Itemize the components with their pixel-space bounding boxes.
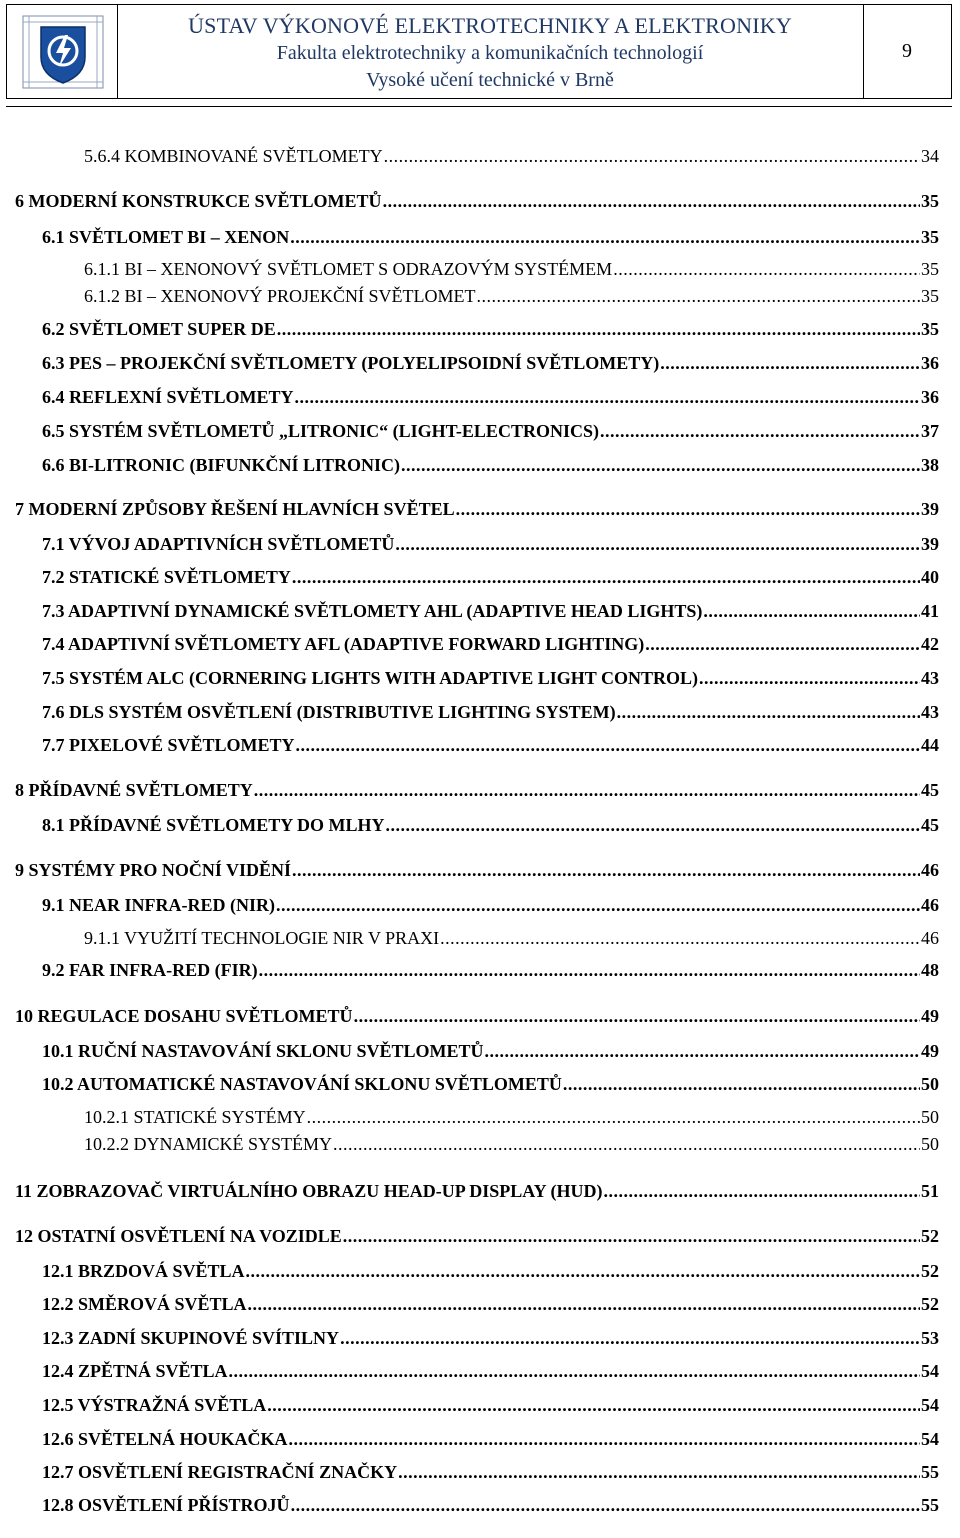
dot-leader — [477, 286, 921, 307]
toc-entry[interactable] — [84, 928, 939, 949]
toc-entry-title: 12.7 OSVĚTLENÍ REGISTRAČNÍ ZNAČKY — [42, 1462, 398, 1482]
toc-entry-title: 9 SYSTÉMY PRO NOČNÍ VIDĚNÍ — [15, 860, 292, 880]
toc-entry-page: 49 — [921, 1041, 939, 1061]
toc-entry-title: 6.6 BI-LITRONIC (BIFUNKČNÍ LITRONIC) — [42, 455, 401, 475]
dot-leader — [277, 319, 920, 340]
toc-entry[interactable] — [15, 1181, 939, 1202]
toc-entry-title: 6 MODERNÍ KONSTRUKCE SVĚTLOMETŮ — [15, 191, 382, 211]
toc-entry[interactable] — [42, 702, 939, 723]
toc-entry-title: 12.4 ZPĚTNÁ SVĚTLA — [42, 1361, 228, 1381]
toc-entry[interactable] — [42, 1041, 939, 1062]
dot-leader — [398, 1462, 920, 1483]
institute-name: ÚSTAV VÝKONOVÉ ELEKTROTECHNIKY A ELEKTRONIKY — [188, 13, 792, 38]
dot-leader — [229, 1361, 920, 1382]
toc-entry-title: 6.5 SYSTÉM SVĚTLOMETŮ „LITRONIC“ (LIGHT-ELECTRONICS) — [42, 421, 599, 441]
dot-leader — [440, 928, 920, 949]
dot-leader — [295, 387, 920, 408]
dot-leader — [395, 534, 920, 555]
toc-entry-page: 35 — [921, 319, 939, 339]
toc-entry-title: 12.3 ZADNÍ SKUPINOVÉ SVÍTILNY — [42, 1328, 340, 1348]
toc-entry[interactable] — [42, 960, 939, 981]
toc-entry-title: 12.1 BRZDOVÁ SVĚTLA — [42, 1261, 245, 1281]
toc-entry[interactable] — [42, 1328, 939, 1349]
toc-entry-page: 35 — [921, 227, 939, 247]
toc-entry[interactable] — [84, 259, 939, 280]
toc-entry-page: 45 — [921, 780, 939, 800]
toc-entry[interactable] — [84, 286, 939, 307]
toc-entry-title: 7.3 ADAPTIVNÍ DYNAMICKÉ SVĚTLOMETY AHL (ADAPTIVE HEAD LIGHTS) — [42, 601, 703, 621]
toc-entry[interactable] — [15, 499, 939, 520]
toc-entry-page: 39 — [921, 534, 939, 554]
toc-entry-page: 45 — [921, 815, 939, 835]
toc-entry-title: 6.1.2 BI – XENONOVÝ PROJEKČNÍ SVĚTLOMET — [84, 286, 476, 306]
dot-leader — [291, 1495, 920, 1516]
toc-entry[interactable] — [42, 534, 939, 555]
toc-entry-title: 7.5 SYSTÉM ALC (CORNERING LIGHTS WITH ADAPTIVE LIGHT CONTROL) — [42, 668, 698, 688]
dot-leader — [267, 1395, 920, 1416]
toc-entry-page: 52 — [921, 1261, 939, 1281]
toc-entry[interactable] — [42, 895, 939, 916]
dot-leader — [296, 735, 920, 756]
toc-entry-page: 46 — [921, 928, 939, 948]
toc-entry[interactable] — [42, 634, 939, 655]
toc-entry[interactable] — [42, 735, 939, 756]
toc-entry[interactable] — [42, 387, 939, 408]
toc-entry[interactable] — [42, 1261, 939, 1282]
toc-entry[interactable] — [84, 1134, 939, 1155]
toc-entry-title: 7.7 PIXELOVÉ SVĚTLOMETY — [42, 735, 295, 755]
toc-entry[interactable] — [42, 353, 939, 374]
toc-entry-title: 10.2 AUTOMATICKÉ NASTAVOVÁNÍ SKLONU SVĚTLOMETŮ — [42, 1074, 562, 1094]
dot-leader — [613, 259, 920, 280]
dot-leader — [254, 780, 920, 801]
toc-entry-title: 7.4 ADAPTIVNÍ SVĚTLOMETY AFL (ADAPTIVE FORWARD LIGHTING) — [42, 634, 645, 654]
dot-leader — [384, 146, 920, 167]
toc-entry-page: 46 — [921, 860, 939, 880]
dot-leader — [307, 1107, 920, 1128]
toc-entry-page: 36 — [921, 387, 939, 407]
toc-entry-page: 35 — [921, 259, 939, 279]
dot-leader — [660, 353, 920, 374]
toc-entry[interactable] — [84, 1107, 939, 1128]
toc-entry-title: 12.5 VÝSTRAŽNÁ SVĚTLA — [42, 1395, 267, 1415]
toc-entry[interactable] — [15, 780, 939, 801]
toc-entry-title: 8.1 PŘÍDAVNÉ SVĚTLOMETY DO MLHY — [42, 815, 385, 835]
toc-entry[interactable] — [42, 1495, 939, 1516]
toc-entry-page: 34 — [921, 146, 939, 166]
toc-entry-page: 55 — [921, 1495, 939, 1515]
toc-entry-page: 42 — [921, 634, 939, 654]
toc-entry-title: 7.1 VÝVOJ ADAPTIVNÍCH SVĚTLOMETŮ — [42, 534, 395, 554]
toc-entry-title: 12.2 SMĚROVÁ SVĚTLA — [42, 1294, 247, 1314]
toc-entry[interactable] — [15, 1226, 939, 1247]
toc-entry[interactable] — [42, 1395, 939, 1416]
toc-entry[interactable] — [84, 146, 939, 167]
dot-leader — [563, 1074, 920, 1095]
toc-entry-title: 6.4 REFLEXNÍ SVĚTLOMETY — [42, 387, 294, 407]
university-name: Vysoké učení technické v Brně — [366, 69, 614, 91]
dot-leader — [617, 702, 920, 723]
toc-entry[interactable] — [15, 1006, 939, 1027]
toc-entry-page: 50 — [921, 1134, 939, 1154]
toc-entry[interactable] — [42, 1074, 939, 1095]
toc-entry[interactable] — [42, 1429, 939, 1450]
dot-leader — [456, 499, 920, 520]
dot-leader — [248, 1294, 920, 1315]
dot-leader — [386, 815, 920, 836]
toc-entry[interactable] — [42, 1361, 939, 1382]
toc-entry-title: 11 ZOBRAZOVAČ VIRTUÁLNÍHO OBRAZU HEAD-UP DISPLAY (HUD) — [15, 1181, 603, 1201]
toc-entry-page: 36 — [921, 353, 939, 373]
toc-entry-title: 6.3 PES – PROJEKČNÍ SVĚTLOMETY (POLYELIPSOIDNÍ SVĚTLOMETY) — [42, 353, 660, 373]
toc-entry-title: 10.1 RUČNÍ NASTAVOVÁNÍ SKLONU SVĚTLOMETŮ — [42, 1041, 484, 1061]
toc-entry-page: 53 — [921, 1328, 939, 1348]
toc-entry-page: 46 — [921, 895, 939, 915]
toc-entry-page: 55 — [921, 1462, 939, 1482]
dot-leader — [289, 1429, 920, 1450]
toc-entry-title: 6.1.1 BI – XENONOVÝ SVĚTLOMET S ODRAZOVÝM SYSTÉMEM — [84, 259, 613, 279]
dot-leader — [246, 1261, 920, 1282]
toc-entry[interactable] — [15, 191, 939, 212]
toc-entry-page: 49 — [921, 1006, 939, 1026]
toc-entry-title: 10.2.2 DYNAMICKÉ SYSTÉMY — [84, 1134, 333, 1154]
toc-entry-page: 52 — [921, 1294, 939, 1314]
toc-entry-page: 54 — [921, 1361, 939, 1381]
toc-entry[interactable] — [42, 319, 939, 340]
toc-entry[interactable] — [42, 668, 939, 689]
dot-leader — [343, 1226, 920, 1247]
toc-entry-title: 9.2 FAR INFRA-RED (FIR) — [42, 960, 258, 980]
toc-entry-page: 35 — [921, 286, 939, 306]
toc-entry-title: 9.1.1 VYUŽITÍ TECHNOLOGIE NIR V PRAXI — [84, 928, 440, 948]
toc-entry-page: 43 — [921, 702, 939, 722]
dot-leader — [276, 895, 920, 916]
dot-leader — [383, 191, 920, 212]
toc-entry-title: 5.6.4 KOMBINOVANÉ SVĚTLOMETY — [84, 146, 383, 166]
toc-entry-page: 51 — [921, 1181, 939, 1201]
toc-entry-title: 7 MODERNÍ ZPŮSOBY ŘEŠENÍ HLAVNÍCH SVĚTEL — [15, 499, 455, 519]
toc-entry[interactable] — [42, 1294, 939, 1315]
dot-leader — [292, 567, 920, 588]
toc-entry-title: 7.2 STATICKÉ SVĚTLOMETY — [42, 567, 291, 587]
toc-entry-page: 38 — [921, 455, 939, 475]
toc-entry[interactable] — [42, 601, 939, 622]
toc-entry-title: 9.1 NEAR INFRA-RED (NIR) — [42, 895, 275, 915]
toc-entry-page: 39 — [921, 499, 939, 519]
dot-leader — [401, 455, 920, 476]
toc-entry-page: 41 — [921, 601, 939, 621]
toc-entry-title: 10.2.1 STATICKÉ SYSTÉMY — [84, 1107, 306, 1127]
toc-entry-title: 6.1 SVĚTLOMET BI – XENON — [42, 227, 290, 247]
toc-entry[interactable] — [42, 421, 939, 442]
toc-entry[interactable] — [42, 455, 939, 476]
toc-entry-title: 8 PŘÍDAVNÉ SVĚTLOMETY — [15, 780, 253, 800]
toc-entry[interactable] — [42, 567, 939, 588]
dot-leader — [485, 1041, 920, 1062]
toc-entry-page: 52 — [921, 1226, 939, 1246]
toc-entry-page: 40 — [921, 567, 939, 587]
toc-entry-page: 37 — [921, 421, 939, 441]
toc-entry-page: 43 — [921, 668, 939, 688]
dot-leader — [703, 601, 920, 622]
dot-leader — [292, 860, 920, 881]
dot-leader — [333, 1134, 920, 1155]
toc-entry-title: 7.6 DLS SYSTÉM OSVĚTLENÍ (DISTRIBUTIVE LIGHTING SYSTEM) — [42, 702, 616, 722]
toc-entry-page: 54 — [921, 1429, 939, 1449]
dot-leader — [600, 421, 920, 442]
faculty-name: Fakulta elektrotechniky a komunikačních technologií — [276, 42, 704, 64]
dot-leader — [259, 960, 920, 981]
toc-entry-page: 44 — [921, 735, 939, 755]
dot-leader — [699, 668, 920, 689]
dot-leader — [354, 1006, 920, 1027]
toc-entry[interactable] — [42, 1462, 939, 1483]
toc-entry-title: 12.8 OSVĚTLENÍ PŘÍSTROJŮ — [42, 1495, 290, 1515]
page-number: 9 — [902, 40, 912, 62]
dot-leader — [645, 634, 920, 655]
dot-leader — [340, 1328, 920, 1349]
dot-leader — [290, 227, 920, 248]
toc-entry-title: 10 REGULACE DOSAHU SVĚTLOMETŮ — [15, 1006, 353, 1026]
toc-entry-page: 35 — [921, 191, 939, 211]
toc-entry-title: 6.2 SVĚTLOMET SUPER DE — [42, 319, 276, 339]
toc-entry[interactable] — [15, 860, 939, 881]
dot-leader — [603, 1181, 920, 1202]
toc-entry-title: 12 OSTATNÍ OSVĚTLENÍ NA VOZIDLE — [15, 1226, 342, 1246]
toc-entry-page: 48 — [921, 960, 939, 980]
toc-entry[interactable] — [42, 815, 939, 836]
toc-entry-page: 50 — [921, 1074, 939, 1094]
toc-entry-page: 50 — [921, 1107, 939, 1127]
toc-entry-title: 12.6 SVĚTELNÁ HOUKAČKA — [42, 1429, 288, 1449]
toc-entry[interactable] — [42, 227, 939, 248]
toc-entry-page: 54 — [921, 1395, 939, 1415]
